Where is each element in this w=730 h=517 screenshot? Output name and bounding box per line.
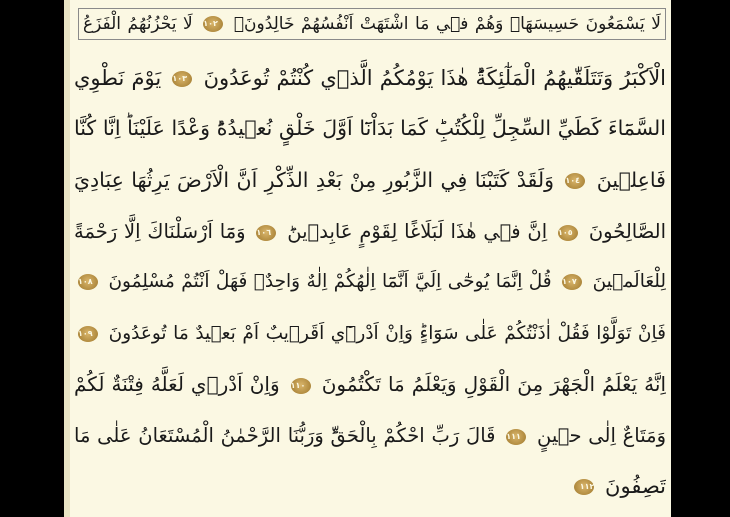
- verse-text: الْاَكْبَرُ وَتَتَلَقّٰيهُمُ الْمَلٰٓئِكَةُؕ هٰذَا يَوْمُكُمُ الَّذٖي كُنْتُمْ تُوعَدُونَ: [203, 66, 666, 90]
- verse-text: وَمَٓا اَرْسَلْنَاكَ اِلَّا رَحْمَةً: [74, 220, 246, 243]
- verse-text: فَاِنْ تَوَلَّوْا فَقُلْ اٰذَنْتُكُمْ عَلٰى سَوَٓاءٍؕ وَاِنْ اَدْرٖٓي اَقَرٖيبٌ اَمْ بَعٖيدٌ مَا تُوعَدُونَ: [108, 323, 666, 344]
- verse-line: [74, 160, 666, 200]
- verse-text: قَالَ رَبِّ احْكُمْ بِالْحَقِّؕ وَرَبُّنَا الرَّحْمٰنُ الْمُسْتَعَانُ عَلٰى مَا: [74, 424, 496, 447]
- verse-line: [74, 212, 666, 252]
- verse-number-icon: ١٠٧: [562, 274, 582, 290]
- verse-text: وَمَتَاعٌ اِلٰى حٖينٍ: [537, 424, 666, 447]
- verse-text: لِلْعَالَمٖينَ: [592, 271, 666, 292]
- verse-line: [74, 466, 666, 506]
- verse-text: تَصِفُونَ: [605, 474, 666, 498]
- verse-text: لَا يَحْزُنُهُمُ الْفَزَعُ: [83, 14, 193, 34]
- verse-number-icon: ١٠٤: [565, 173, 585, 189]
- verse-lines: [74, 0, 666, 517]
- verse-text: اِنَّهُ يَعْلَمُ الْجَهْرَ مِنَ الْقَوْلِ وَيَعْلَمُ مَا تَكْتُمُونَ: [321, 372, 666, 396]
- verse-line: [74, 58, 666, 98]
- verse-number-icon: ١١١: [506, 429, 526, 445]
- verse-text: لَا يَسْمَعُونَ حَسِيسَهَاۚ وَهُمْ فٖي مَا اشْتَهَتْ اَنْفُسُهُمْ خَالِدُونَۚ: [233, 14, 662, 34]
- verse-number-icon: ١٠٦: [256, 225, 276, 241]
- verse-text: يَوْمَ نَطْوِي: [74, 66, 162, 90]
- verse-line: [74, 364, 666, 404]
- verse-text: الصَّالِحُونَ: [588, 220, 666, 243]
- verse-line: [74, 108, 666, 148]
- verse-line: [78, 8, 666, 40]
- verse-number-icon: ١١٢: [574, 479, 594, 495]
- page-gutter: [64, 0, 70, 517]
- verse-text: وَلَقَدْ كَتَبْنَا فِي الزَّبُورِ مِنْ بَعْدِ الذِّكْرِ اَنَّ الْاَرْضَ يَرِثُهَا عِبَادِيَ: [74, 168, 554, 192]
- verse-number-icon: ١٠٨: [78, 274, 98, 290]
- verse-number-icon: ١٠٥: [558, 225, 578, 241]
- verse-number-icon: ١٠٩: [78, 326, 98, 342]
- verse-number-icon: ١١٠: [291, 378, 311, 394]
- mushaf-page: [64, 0, 671, 517]
- verse-number-icon: ١٠٣: [172, 71, 192, 87]
- verse-number-icon: ١٠٢: [203, 16, 223, 32]
- verse-line: [74, 416, 666, 456]
- verse-text: فَاعِلٖينَ: [596, 168, 666, 192]
- verse-text: اِنَّ فٖي هٰذَا لَبَلَاغًا لِقَوْمٍ عَابِدٖينَؕ: [287, 220, 548, 243]
- verse-text: وَاِنْ اَدْرٖي لَعَلَّهُ فِتْنَةٌ لَكُمْ: [74, 372, 280, 396]
- verse-text: السَّمَٓاءَ كَطَيِّ السِّجِلِّ لِلْكُتُبِؕ كَمَا بَدَاْنَٓا اَوَّلَ خَلْقٍ نُعٖيدُهُؕ وَعْدًا عَلَيْنَاؕ اِنَّا كُنَّا: [74, 116, 666, 140]
- verse-line: [74, 262, 666, 302]
- verse-line: [74, 314, 666, 354]
- verse-text: قُلْ اِنَّمَا يُوحٰٓى اِلَيَّ اَنَّمَٓا اِلٰهُكُمْ اِلٰهٌ وَاحِدٌۚ فَهَلْ اَنْتُمْ مُسْلِمُونَ: [108, 271, 552, 292]
